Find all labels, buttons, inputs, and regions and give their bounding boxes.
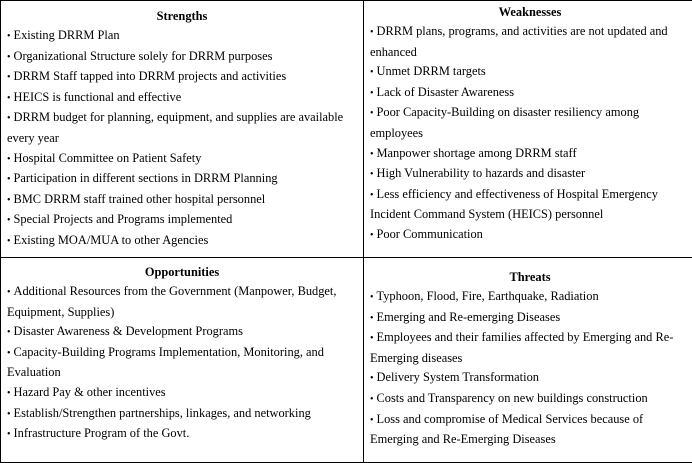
opportunities-list — [7, 282, 357, 445]
threats-cell — [364, 258, 692, 463]
list-item-text: Lack of Disaster Awareness — [377, 85, 515, 99]
list-item-text: Participation in different sections in DRRM Planning — [14, 171, 278, 185]
list-item-text: Unmet DRRM targets — [377, 64, 486, 78]
list-item — [7, 67, 357, 88]
list-item — [370, 185, 690, 225]
list-item — [7, 231, 357, 252]
list-item-text: Employees and their families affected by Emerging and Re-Emerging diseases — [370, 330, 673, 365]
list-item-text: Existing DRRM Plan — [14, 28, 120, 42]
list-item — [370, 144, 690, 165]
list-item — [370, 410, 690, 450]
list-item-text: Disaster Awareness & Development Programs — [14, 324, 243, 338]
list-item-text: Hospital Committee on Patient Safety — [14, 151, 202, 165]
bullet-icon: • — [370, 27, 374, 38]
list-item-text: Costs and Transparency on new buildings construction — [377, 391, 648, 405]
list-item — [7, 190, 357, 211]
list-item — [7, 383, 357, 404]
list-item — [370, 22, 690, 62]
bullet-icon: • — [370, 67, 374, 78]
list-item-text: Additional Resources from the Government (Manpower, Budget, Equipment, Supplies) — [7, 284, 336, 319]
weaknesses-title: Weaknesses — [370, 3, 690, 22]
list-item-text: Establish/Strengthen partnerships, linkages, and networking — [14, 406, 311, 420]
list-item-text: DRRM budget for planning, equipment, and supplies are available every year — [7, 110, 343, 145]
threats-title: Threats — [370, 268, 690, 287]
list-item — [7, 210, 357, 231]
bullet-icon: • — [7, 154, 11, 165]
bullet-icon: • — [370, 88, 374, 99]
bullet-icon: • — [7, 327, 11, 338]
opportunities-title: Opportunities — [7, 263, 357, 282]
list-item — [7, 149, 357, 170]
bullet-icon: • — [7, 429, 11, 440]
bullet-icon: • — [370, 149, 374, 160]
bullet-icon: • — [7, 195, 11, 206]
bullet-icon: • — [370, 415, 374, 426]
weaknesses-list — [370, 22, 690, 246]
list-item — [7, 26, 357, 47]
list-item-text: DRRM plans, programs, and activities are not updated and enhanced — [370, 24, 668, 59]
bullet-icon: • — [7, 93, 11, 104]
list-item — [7, 108, 357, 148]
list-item — [7, 88, 357, 109]
bullet-icon: • — [7, 174, 11, 185]
list-item — [370, 389, 690, 410]
list-item — [370, 287, 690, 308]
list-item-text: Manpower shortage among DRRM staff — [377, 146, 577, 160]
list-item-text: Capacity-Building Programs Implementation, Monitoring, and Evaluation — [7, 345, 324, 380]
list-item-text: Poor Communication — [377, 227, 483, 241]
list-item — [7, 424, 357, 445]
bullet-icon: • — [370, 313, 374, 324]
bullet-icon: • — [370, 190, 374, 201]
list-item-text: Less efficiency and effectiveness of Hospital Emergency Incident Command System (HEICS) personnel — [370, 187, 658, 222]
list-item-text: Delivery System Transformation — [377, 370, 539, 384]
list-item — [7, 169, 357, 190]
strengths-title: Strengths — [7, 7, 357, 26]
bullet-icon: • — [7, 409, 11, 420]
list-item — [370, 225, 690, 246]
list-item-text: Loss and compromise of Medical Services because of Emerging and Re-Emerging Diseases — [370, 412, 643, 447]
bullet-icon: • — [7, 52, 11, 63]
list-item — [370, 328, 690, 368]
list-item — [7, 343, 357, 383]
threats-list — [370, 287, 690, 450]
bullet-icon: • — [370, 373, 374, 384]
list-item-text: Special Projects and Programs implemented — [14, 212, 233, 226]
bullet-icon: • — [7, 215, 11, 226]
list-item — [7, 404, 357, 425]
bullet-icon: • — [7, 72, 11, 83]
bullet-icon: • — [370, 230, 374, 241]
bullet-icon: • — [370, 108, 374, 119]
bullet-icon: • — [370, 292, 374, 303]
list-item-text: DRRM Staff tapped into DRRM projects and activities — [14, 69, 287, 83]
opportunities-cell — [1, 258, 364, 463]
list-item — [370, 103, 690, 143]
list-item-text: Emerging and Re-emerging Diseases — [377, 310, 561, 324]
bullet-icon: • — [7, 287, 11, 298]
list-item — [370, 308, 690, 329]
swot-row-top — [1, 1, 692, 258]
list-item — [370, 368, 690, 389]
list-item-text: BMC DRRM staff trained other hospital personnel — [14, 192, 266, 206]
list-item — [7, 322, 357, 343]
list-item — [370, 164, 690, 185]
bullet-icon: • — [370, 333, 374, 344]
swot-row-bottom — [1, 258, 692, 463]
bullet-icon: • — [7, 31, 11, 42]
list-item-text: Typhoon, Flood, Fire, Earthquake, Radiation — [377, 289, 599, 303]
list-item-text: Infrastructure Program of the Govt. — [14, 426, 190, 440]
bullet-icon: • — [370, 169, 374, 180]
list-item — [7, 47, 357, 68]
list-item-text: HEICS is functional and effective — [14, 90, 182, 104]
list-item-text: Poor Capacity-Building on disaster resiliency among employees — [370, 105, 639, 140]
bullet-icon: • — [7, 388, 11, 399]
list-item-text: Existing MOA/MUA to other Agencies — [14, 233, 209, 247]
weaknesses-cell — [364, 1, 692, 258]
strengths-list — [7, 26, 357, 252]
list-item-text: Hazard Pay & other incentives — [14, 385, 166, 399]
bullet-icon: • — [7, 236, 11, 247]
list-item — [370, 62, 690, 83]
bullet-icon: • — [7, 348, 11, 359]
list-item-text: High Vulnerability to hazards and disaster — [377, 166, 586, 180]
list-item-text: Organizational Structure solely for DRRM purposes — [14, 49, 273, 63]
bullet-icon: • — [7, 113, 11, 124]
list-item — [370, 83, 690, 104]
list-item — [7, 282, 357, 322]
strengths-cell — [1, 1, 364, 258]
bullet-icon: • — [370, 394, 374, 405]
